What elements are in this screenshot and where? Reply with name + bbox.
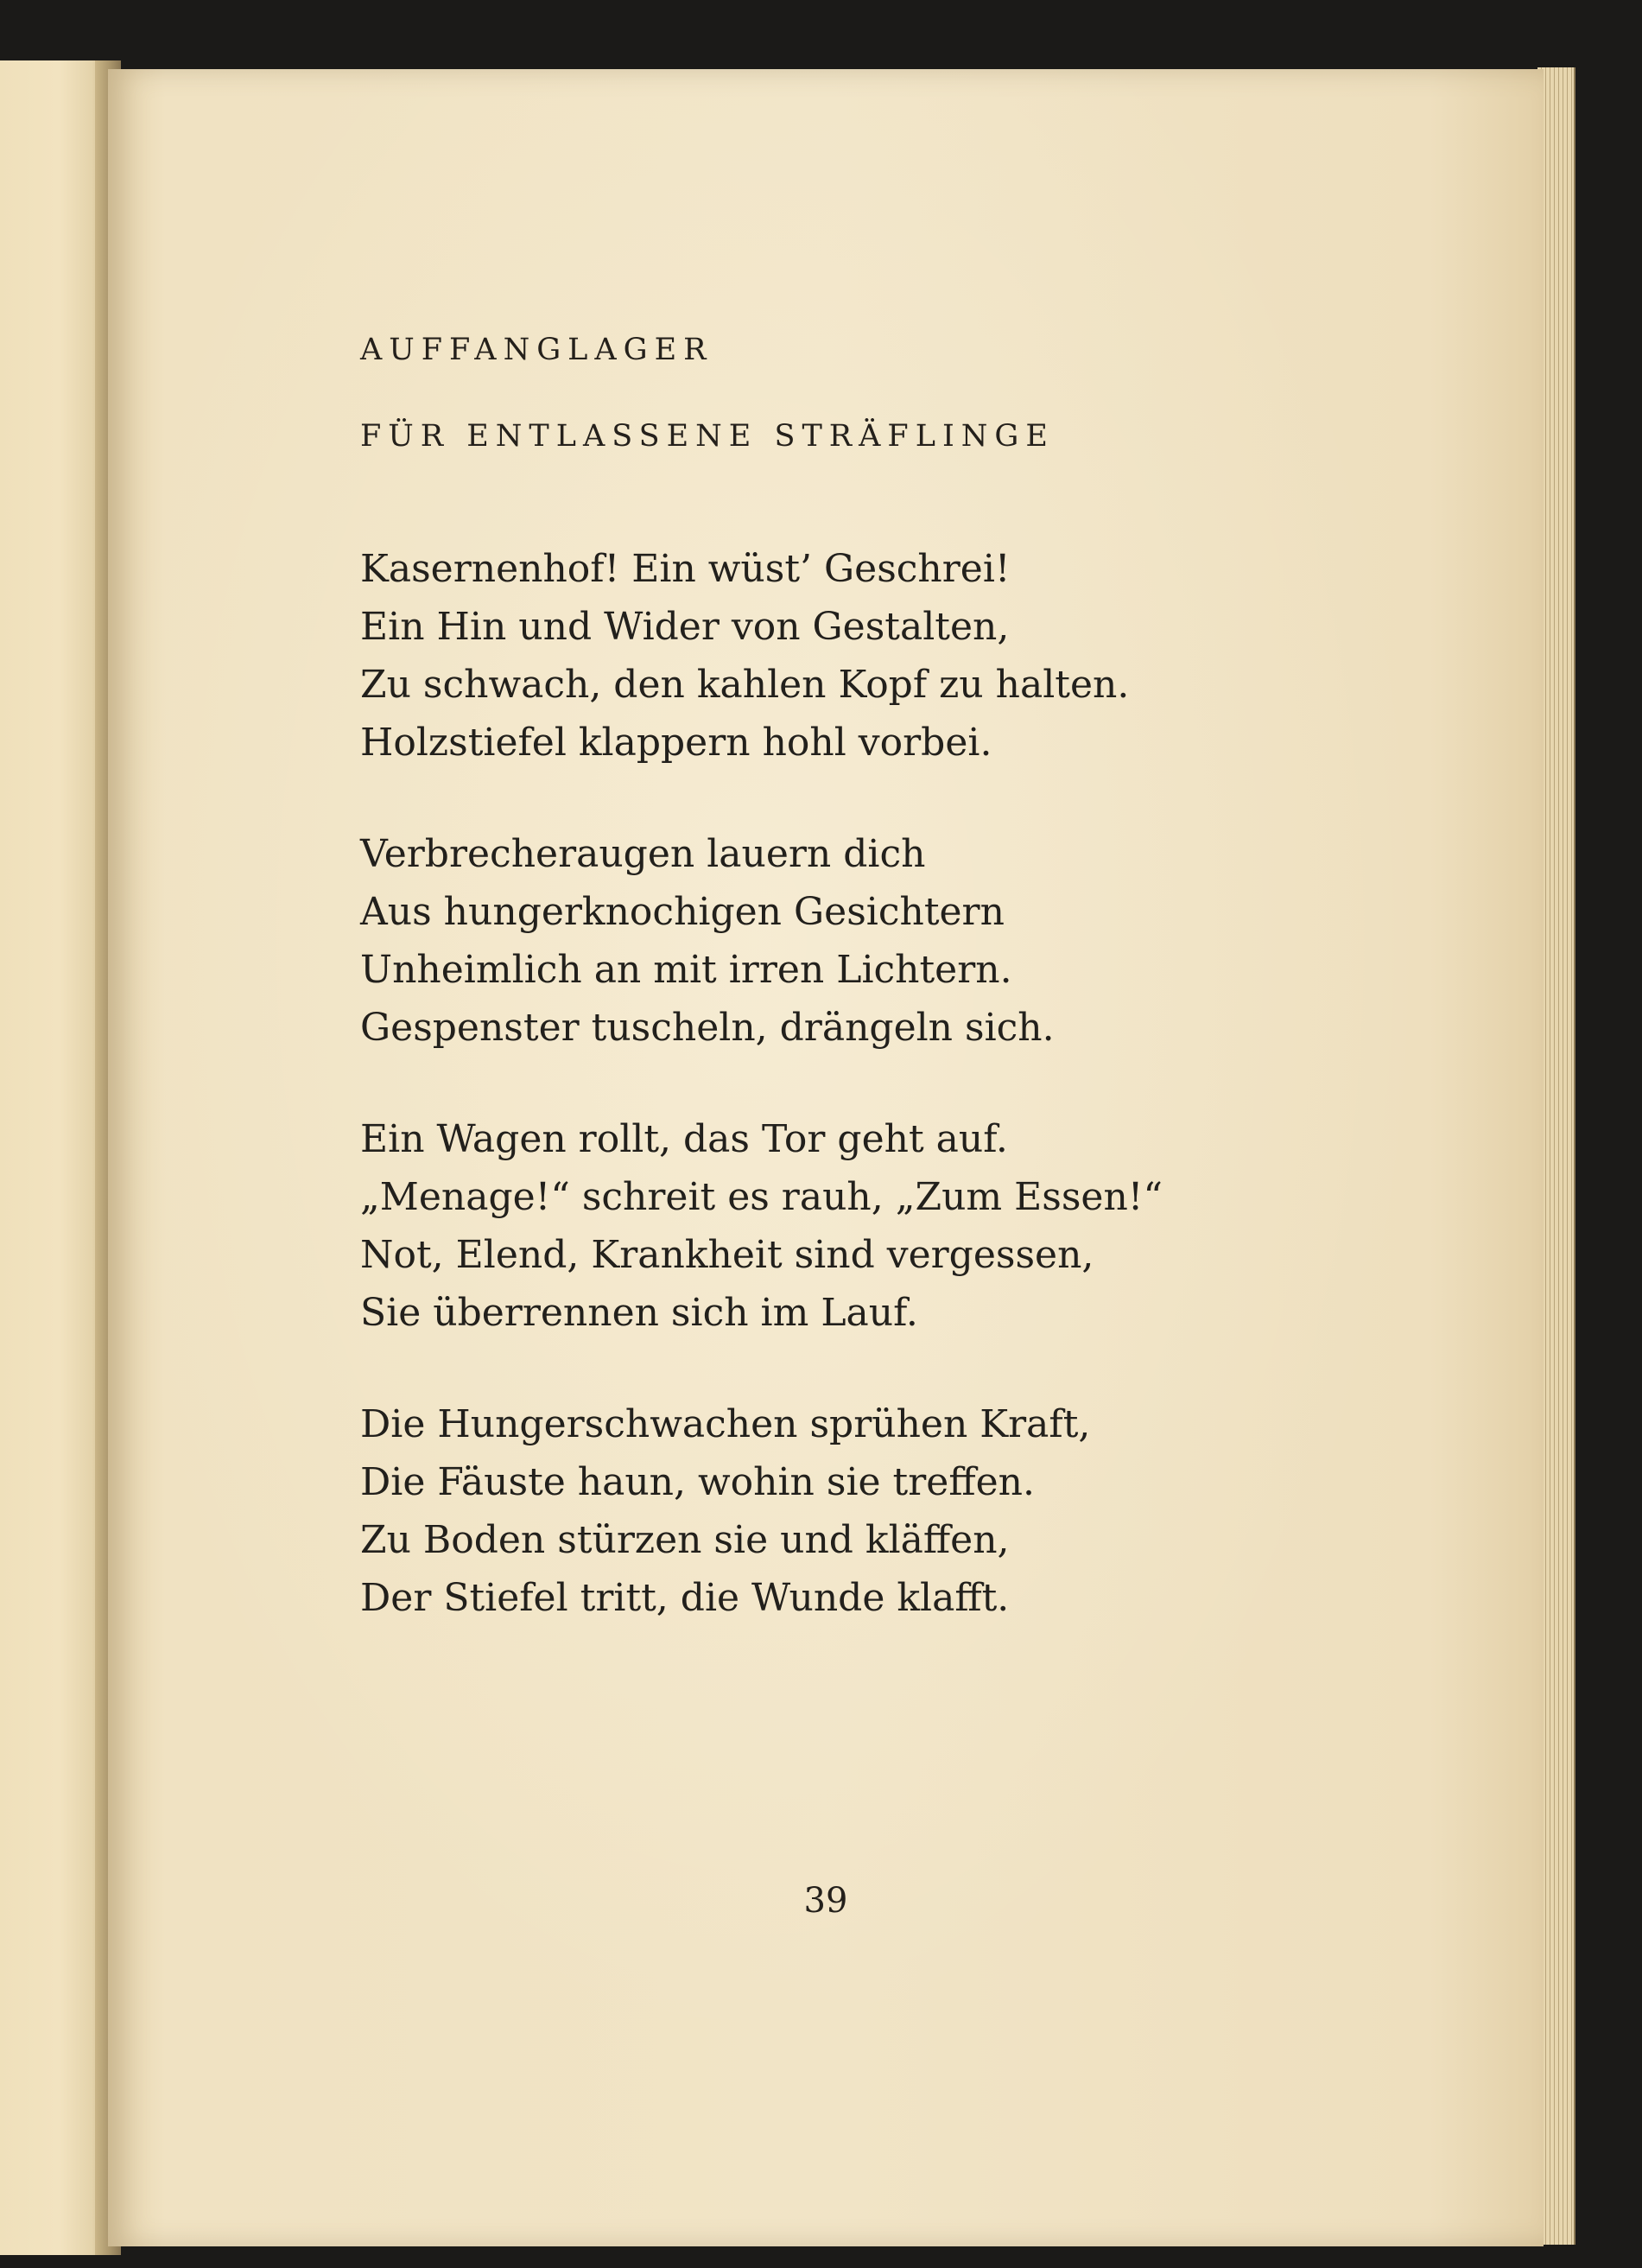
poem-line: Unheimlich an mit irren Lichtern. [360,948,1012,992]
poem-title-line-2: FÜR ENTLASSENE STRÄFLINGE [360,419,1055,454]
poem-body [360,540,1397,1680]
poem-line: Gespenster tuscheln, drängeln sich. [360,1006,1055,1050]
poem-line: Sie überrennen sich im Lauf. [360,1291,918,1335]
stanza-4 [360,1395,1397,1627]
stanza-3 [360,1110,1397,1342]
previous-page-edge [0,60,110,2255]
poem-title-line-1: AUFFANGLAGER [360,333,713,367]
poem-line: Die Hungerschwachen sprühen Kraft, [360,1402,1091,1446]
poem-line: Ein Hin und Wider von Gestalten, [360,605,1010,649]
poem-line: Aus hungerknochigen Gesichtern [360,890,1005,934]
poem-line: Zu Boden stürzen sie und kläffen, [360,1518,1010,1562]
book-page [108,69,1544,2246]
poem-line: Der Stiefel tritt, die Wunde klafft. [360,1576,1010,1620]
poem-line: Holzstiefel klappern hohl vorbei. [360,721,992,765]
stanza-1 [360,540,1397,772]
poem-line: Not, Elend, Krankheit sind vergessen, [360,1233,1094,1277]
poem-line: Die Fäuste haun, wohin sie treffen. [360,1460,1035,1504]
poem-line: Kasernenhof! Ein wüst’ Geschrei! [360,547,1011,591]
poem-line: Zu schwach, den kahlen Kopf zu halten. [360,663,1130,707]
page-number: 39 [803,1881,848,1921]
poem-line: Ein Wagen rollt, das Tor geht auf. [360,1117,1008,1161]
stanza-2 [360,825,1397,1057]
poem-line: Verbrecheraugen lauern dich [360,832,926,876]
poem-line: „Menage!“ schreit es rauh, „Zum Essen!“ [360,1175,1163,1219]
